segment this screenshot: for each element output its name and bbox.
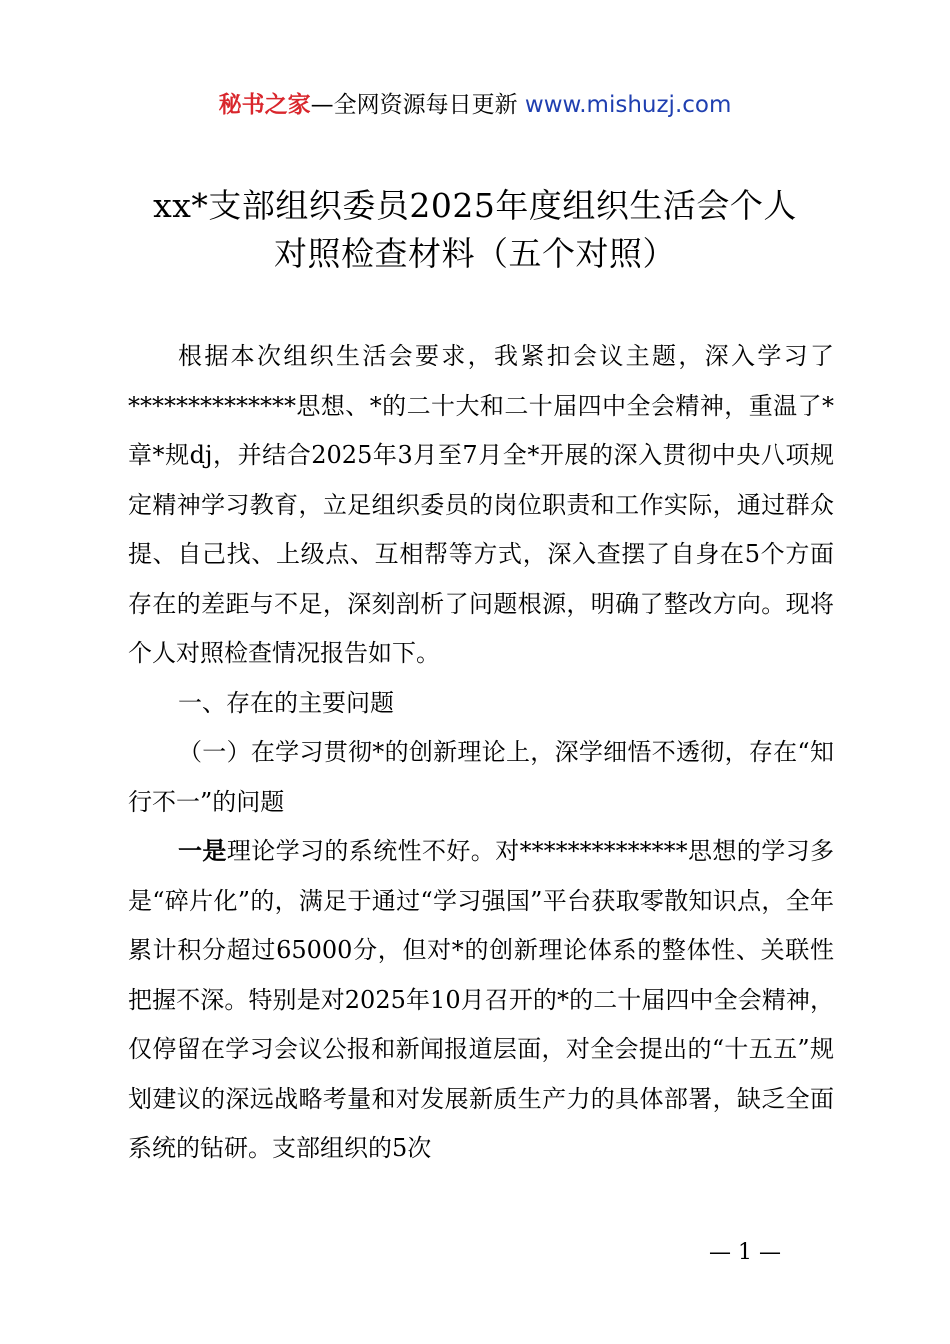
site-banner	[0, 88, 950, 122]
subsection-heading: （一）在学习贯彻*的创新理论上，深学细悟不透彻，存在“知行不一”的问题	[128, 738, 834, 816]
point-text: 理论学习的系统性不好。对**************思想的学习多是“碎片化”的，满足于通过“学习强国”平台获取零散知识点，全年累计积分超过65000分，但对*的创新理论体系的整体性、关联性把握不深。特别是对2025年10月召开的*的二十届四中全会精神，仅停留在学习会议公报和新闻报道层面，对全会提出的“十五五”规划建议的深远战略考量和对发展新质生产力的具体部署，缺乏全面系统的钻研。支部组织的5次	[128, 837, 835, 1162]
intro-paragraph: 根据本次组织生活会要求，我紧扣会议主题，深入学习了**************思想、*的二十大和二十届四中全会精神，重温了*章*规dj，并结合2025年3月至7月全*开展的深入贯彻中央八项规定精神学习教育，立足组织委员的岗位职责和工作实际，通过群众提、自己找、上级点、互相帮等方式，深入查摆了自身在5个方面存在的差距与不足，深刻剖析了问题根源，明确了整改方向。现将个人对照检查情况报告如下。	[128, 342, 834, 667]
section-heading: 一、存在的主要问题	[178, 688, 394, 717]
site-url-link[interactable]: www.mishuzj.com	[524, 92, 732, 118]
point-paragraph	[128, 827, 834, 1174]
point-lead: 一是	[178, 837, 227, 865]
banner-tagline: —全网资源每日更新	[310, 92, 525, 118]
document-title-line-1: xx*支部组织委员2025年度组织生活会个人	[153, 186, 797, 225]
document-title-line-2: 对照检查材料（五个对照）	[274, 234, 676, 273]
document-body	[128, 332, 834, 1174]
page-number: — 1 —	[709, 1240, 781, 1265]
document-title	[120, 182, 830, 278]
brand-name: 秘书之家	[218, 92, 311, 118]
